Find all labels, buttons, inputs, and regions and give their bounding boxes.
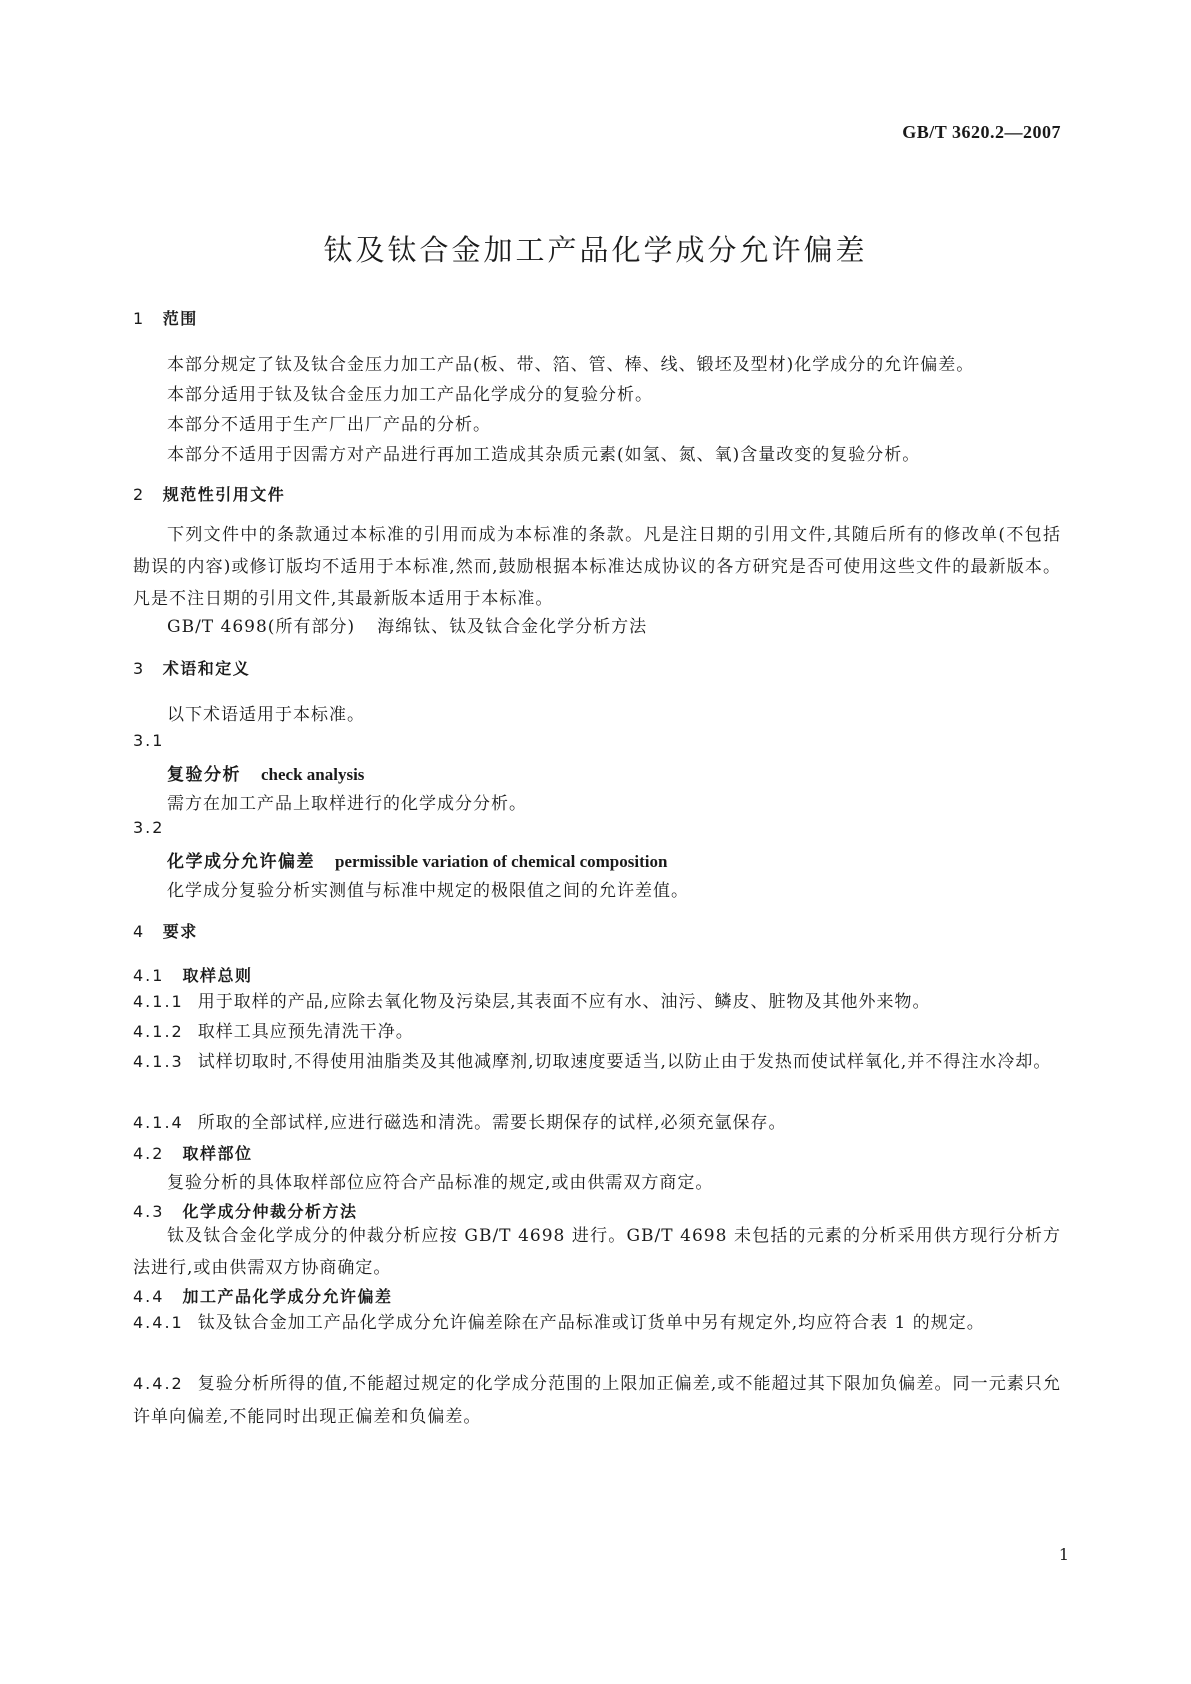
clause-number: 4.4.1 <box>133 1313 184 1332</box>
paragraph: 复验分析的具体取样部位应符合产品标准的规定,或由供需双方商定。 <box>167 1173 714 1193</box>
section-3-heading <box>133 656 250 679</box>
clause-number: 4.1.4 <box>133 1113 184 1132</box>
term-number: 3.1 <box>133 731 165 750</box>
term-zh: 复验分析 <box>167 765 241 785</box>
clause-4-1-4 <box>133 1106 1061 1140</box>
section-1-heading <box>133 306 198 329</box>
subsection-4-4-heading <box>133 1284 392 1307</box>
clause-4-1-2 <box>133 1015 1061 1049</box>
subsection-title: 取样总则 <box>182 966 253 985</box>
paragraph: 本部分不适用于生产厂出厂产品的分析。 <box>167 415 491 435</box>
subsection-4-2-heading <box>133 1141 252 1164</box>
subsection-title: 加工产品化学成分允许偏差 <box>182 1287 393 1306</box>
clause-text: 钛及钛合金加工产品化学成分允许偏差除在产品标准或订货单中另有规定外,均应符合表 1 的规定。 <box>197 1313 985 1333</box>
section-title: 术语和定义 <box>162 659 251 678</box>
clause-4-1-1 <box>133 985 1061 1019</box>
section-2-heading <box>133 482 285 505</box>
section-number: 2 <box>133 485 145 504</box>
clause-4-1-3 <box>133 1045 1061 1079</box>
page-number: 1 <box>1058 1545 1069 1564</box>
subsection-title: 取样部位 <box>182 1144 253 1163</box>
paragraph: 下列文件中的条款通过本标准的引用而成为本标准的条款。凡是注日期的引用文件,其随后所有的修改单(不包括勘误的内容)或修订版均不适用于本标准,然而,鼓励根据本标准达成协议的各方研究是否可使用这些文件的最新版本。凡是不注日期的引用文件,其最新版本适用于本标准。 <box>133 525 1061 609</box>
term-number: 3.2 <box>133 818 165 837</box>
reference-title: 海绵钛、钛及钛合金化学分析方法 <box>377 617 648 637</box>
paragraph: 本部分适用于钛及钛合金压力加工产品化学成分的复验分析。 <box>167 385 653 405</box>
term-definition: 化学成分复验分析实测值与标准中规定的极限值之间的允许差值。 <box>167 881 689 901</box>
term-entry <box>167 847 667 872</box>
paragraph: 以下术语适用于本标准。 <box>167 705 365 725</box>
subsection-number: 4.3 <box>133 1202 165 1221</box>
section-number: 1 <box>133 309 145 328</box>
standard-number: GB/T 3620.2—2007 <box>902 122 1061 142</box>
section-4-heading <box>133 919 198 942</box>
document-title: 钛及钛合金加工产品化学成分允许偏差 <box>323 233 868 267</box>
normative-reference <box>167 612 647 637</box>
clause-number: 4.1.1 <box>133 992 184 1011</box>
clause-number: 4.1.2 <box>133 1022 184 1041</box>
term-entry <box>167 760 364 785</box>
subsection-number: 4.2 <box>133 1144 165 1163</box>
paragraph: 本部分不适用于因需方对产品进行再加工造成其杂质元素(如氢、氮、氧)含量改变的复验分析。 <box>167 445 921 465</box>
subsection-title: 化学成分仲裁分析方法 <box>182 1202 358 1221</box>
subsection-4-3-heading <box>133 1199 357 1222</box>
clause-4-4-1 <box>133 1306 1061 1340</box>
term-definition: 需方在加工产品上取样进行的化学成分分析。 <box>167 794 527 814</box>
clause-number: 4.1.3 <box>133 1052 184 1071</box>
subsection-4-1-heading <box>133 963 252 986</box>
clause-text: 取样工具应预先清洗干净。 <box>197 1022 414 1042</box>
clause-text: 复验分析所得的值,不能超过规定的化学成分范围的上限加正偏差,或不能超过其下限加负偏差。同一元素只允许单向偏差,不能同时出现正偏差和负偏差。 <box>133 1374 1061 1427</box>
paragraph: 钛及钛合金化学成分的仲裁分析应按 GB/T 4698 进行。GB/T 4698 未包括的元素的分析采用供方现行分析方法进行,或由供需双方协商确定。 <box>133 1226 1061 1278</box>
section-number: 4 <box>133 922 145 941</box>
reference-code: GB/T 4698(所有部分) <box>167 617 356 637</box>
term-en: permissible variation of chemical composition <box>335 852 668 871</box>
term-en: check analysis <box>261 765 365 784</box>
subsection-number: 4.4 <box>133 1287 165 1306</box>
clause-number: 4.4.2 <box>133 1374 184 1393</box>
section-number: 3 <box>133 659 145 678</box>
section-title: 要求 <box>162 922 198 941</box>
section-title: 规范性引用文件 <box>162 485 286 504</box>
section-title: 范围 <box>162 309 198 328</box>
clause-text: 试样切取时,不得使用油脂类及其他减摩剂,切取速度要适当,以防止由于发热而使试样氧化,并不得注水冷却。 <box>197 1052 1052 1072</box>
subsection-number: 4.1 <box>133 966 165 985</box>
clause-text: 用于取样的产品,应除去氧化物及污染层,其表面不应有水、油污、鳞皮、脏物及其他外来物。 <box>197 992 931 1012</box>
term-zh: 化学成分允许偏差 <box>167 852 315 872</box>
paragraph: 本部分规定了钛及钛合金压力加工产品(板、带、箔、管、棒、线、锻坯及型材)化学成分的允许偏差。 <box>167 355 975 375</box>
clause-4-4-2 <box>133 1367 1061 1434</box>
clause-text: 所取的全部试样,应进行磁选和清洗。需要长期保存的试样,必须充氩保存。 <box>197 1113 787 1133</box>
